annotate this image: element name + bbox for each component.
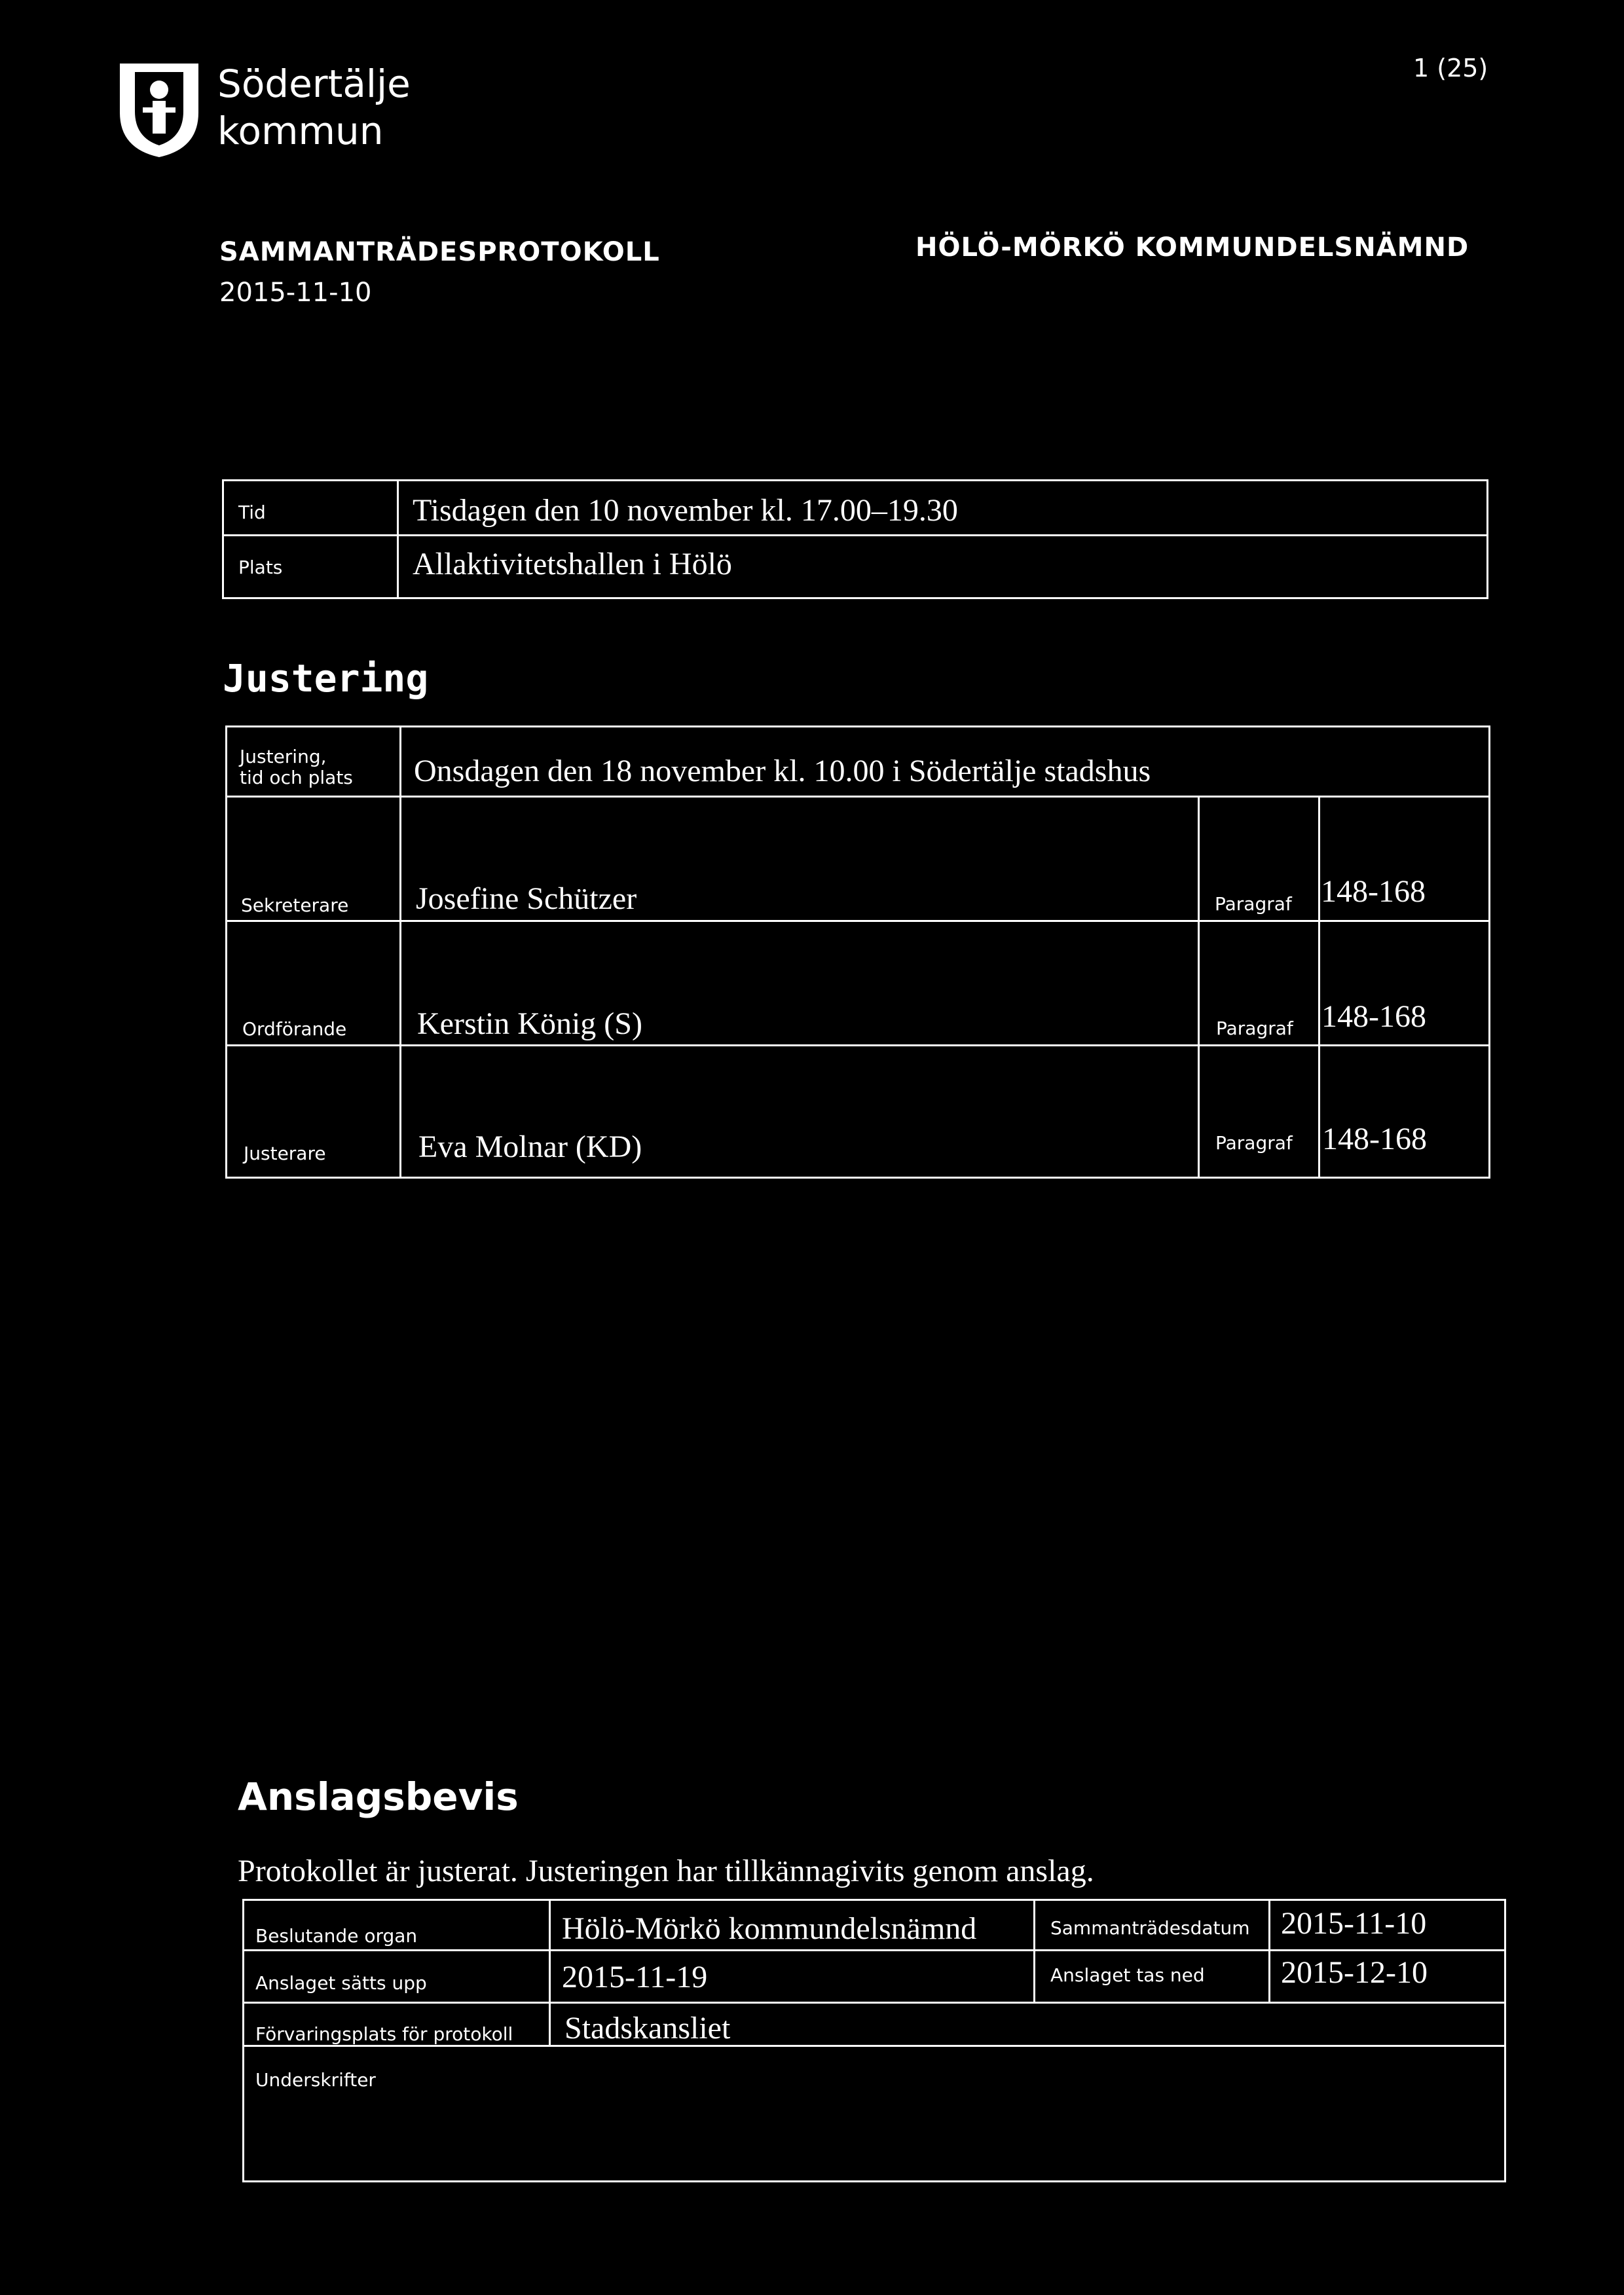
justerare-paragraf: 148-168 [1322, 1122, 1427, 1156]
justerare-label: Justerare [244, 1143, 326, 1164]
plats-label: Plats [238, 557, 283, 578]
justerare-paragraf-label: Paragraf [1215, 1132, 1293, 1154]
forvaringsplats-label: Förvaringsplats för protokoll [255, 2023, 513, 2045]
sammantradesdatum-value: 2015-11-10 [1281, 1906, 1427, 1941]
justering-when-label-2: tid och plats [240, 767, 353, 788]
justering-heading: Justering [223, 656, 429, 701]
plats-value: Allaktivitetshallen i Hölö [413, 547, 732, 581]
justering-when-label [240, 746, 353, 788]
document-type: SAMMANTRÄDESPROTOKOLL [219, 237, 660, 267]
logo-line-2: kommun [217, 109, 384, 153]
sammantradesdatum-label: Sammanträdesdatum [1050, 1917, 1250, 1939]
justering-table [225, 725, 1490, 1179]
page-number: 1 (25) [1413, 54, 1488, 83]
anslaget-tas-ned-value: 2015-12-10 [1281, 1955, 1428, 1990]
coat-of-arms-icon [117, 60, 202, 158]
ordforande-paragraf-label: Paragraf [1216, 1018, 1293, 1039]
justering-when-value: Onsdagen den 18 november kl. 10.00 i Södertälje stadshus [414, 754, 1151, 788]
underskrifter-label: Underskrifter [255, 2069, 376, 2091]
beslutande-organ-label: Beslutande organ [255, 1925, 418, 1947]
meeting-date: 2015-11-10 [219, 278, 372, 308]
municipality-name [217, 60, 411, 155]
justering-when-label-1: Justering, [240, 746, 327, 767]
logo [117, 60, 202, 158]
ordforande-name: Kerstin König (S) [417, 1006, 642, 1041]
ordforande-label: Ordförande [242, 1018, 347, 1040]
sekreterare-paragraf-label: Paragraf [1215, 893, 1292, 915]
anslaget-satts-upp-label: Anslaget sätts upp [255, 1972, 427, 1994]
anslaget-satts-upp-value: 2015-11-19 [562, 1960, 708, 1994]
committee-name: HÖLÖ-MÖRKÖ KOMMUNDELSNÄMND [915, 232, 1469, 263]
anslagsbevis-heading: Anslagsbevis [238, 1774, 519, 1819]
sekreterare-label: Sekreterare [241, 894, 349, 916]
tid-label: Tid [238, 502, 266, 523]
sekreterare-paragraf: 148-168 [1321, 874, 1426, 909]
ordforande-paragraf: 148-168 [1321, 999, 1426, 1034]
beslutande-organ-value: Hölö-Mörkö kommundelsnämnd [562, 1911, 977, 1946]
sekreterare-name: Josefine Schützer [416, 881, 637, 916]
logo-line-1: Södertälje [217, 62, 411, 106]
justerare-name: Eva Molnar (KD) [418, 1129, 642, 1164]
anslaget-tas-ned-label: Anslaget tas ned [1050, 1964, 1205, 1986]
anslagsbevis-intro: Protokollet är justerat. Justeringen har tillkännagivits genom anslag. [238, 1854, 1094, 1888]
forvaringsplats-value: Stadskansliet [564, 2011, 731, 2046]
tid-value: Tisdagen den 10 november kl. 17.00–19.30 [413, 493, 958, 528]
